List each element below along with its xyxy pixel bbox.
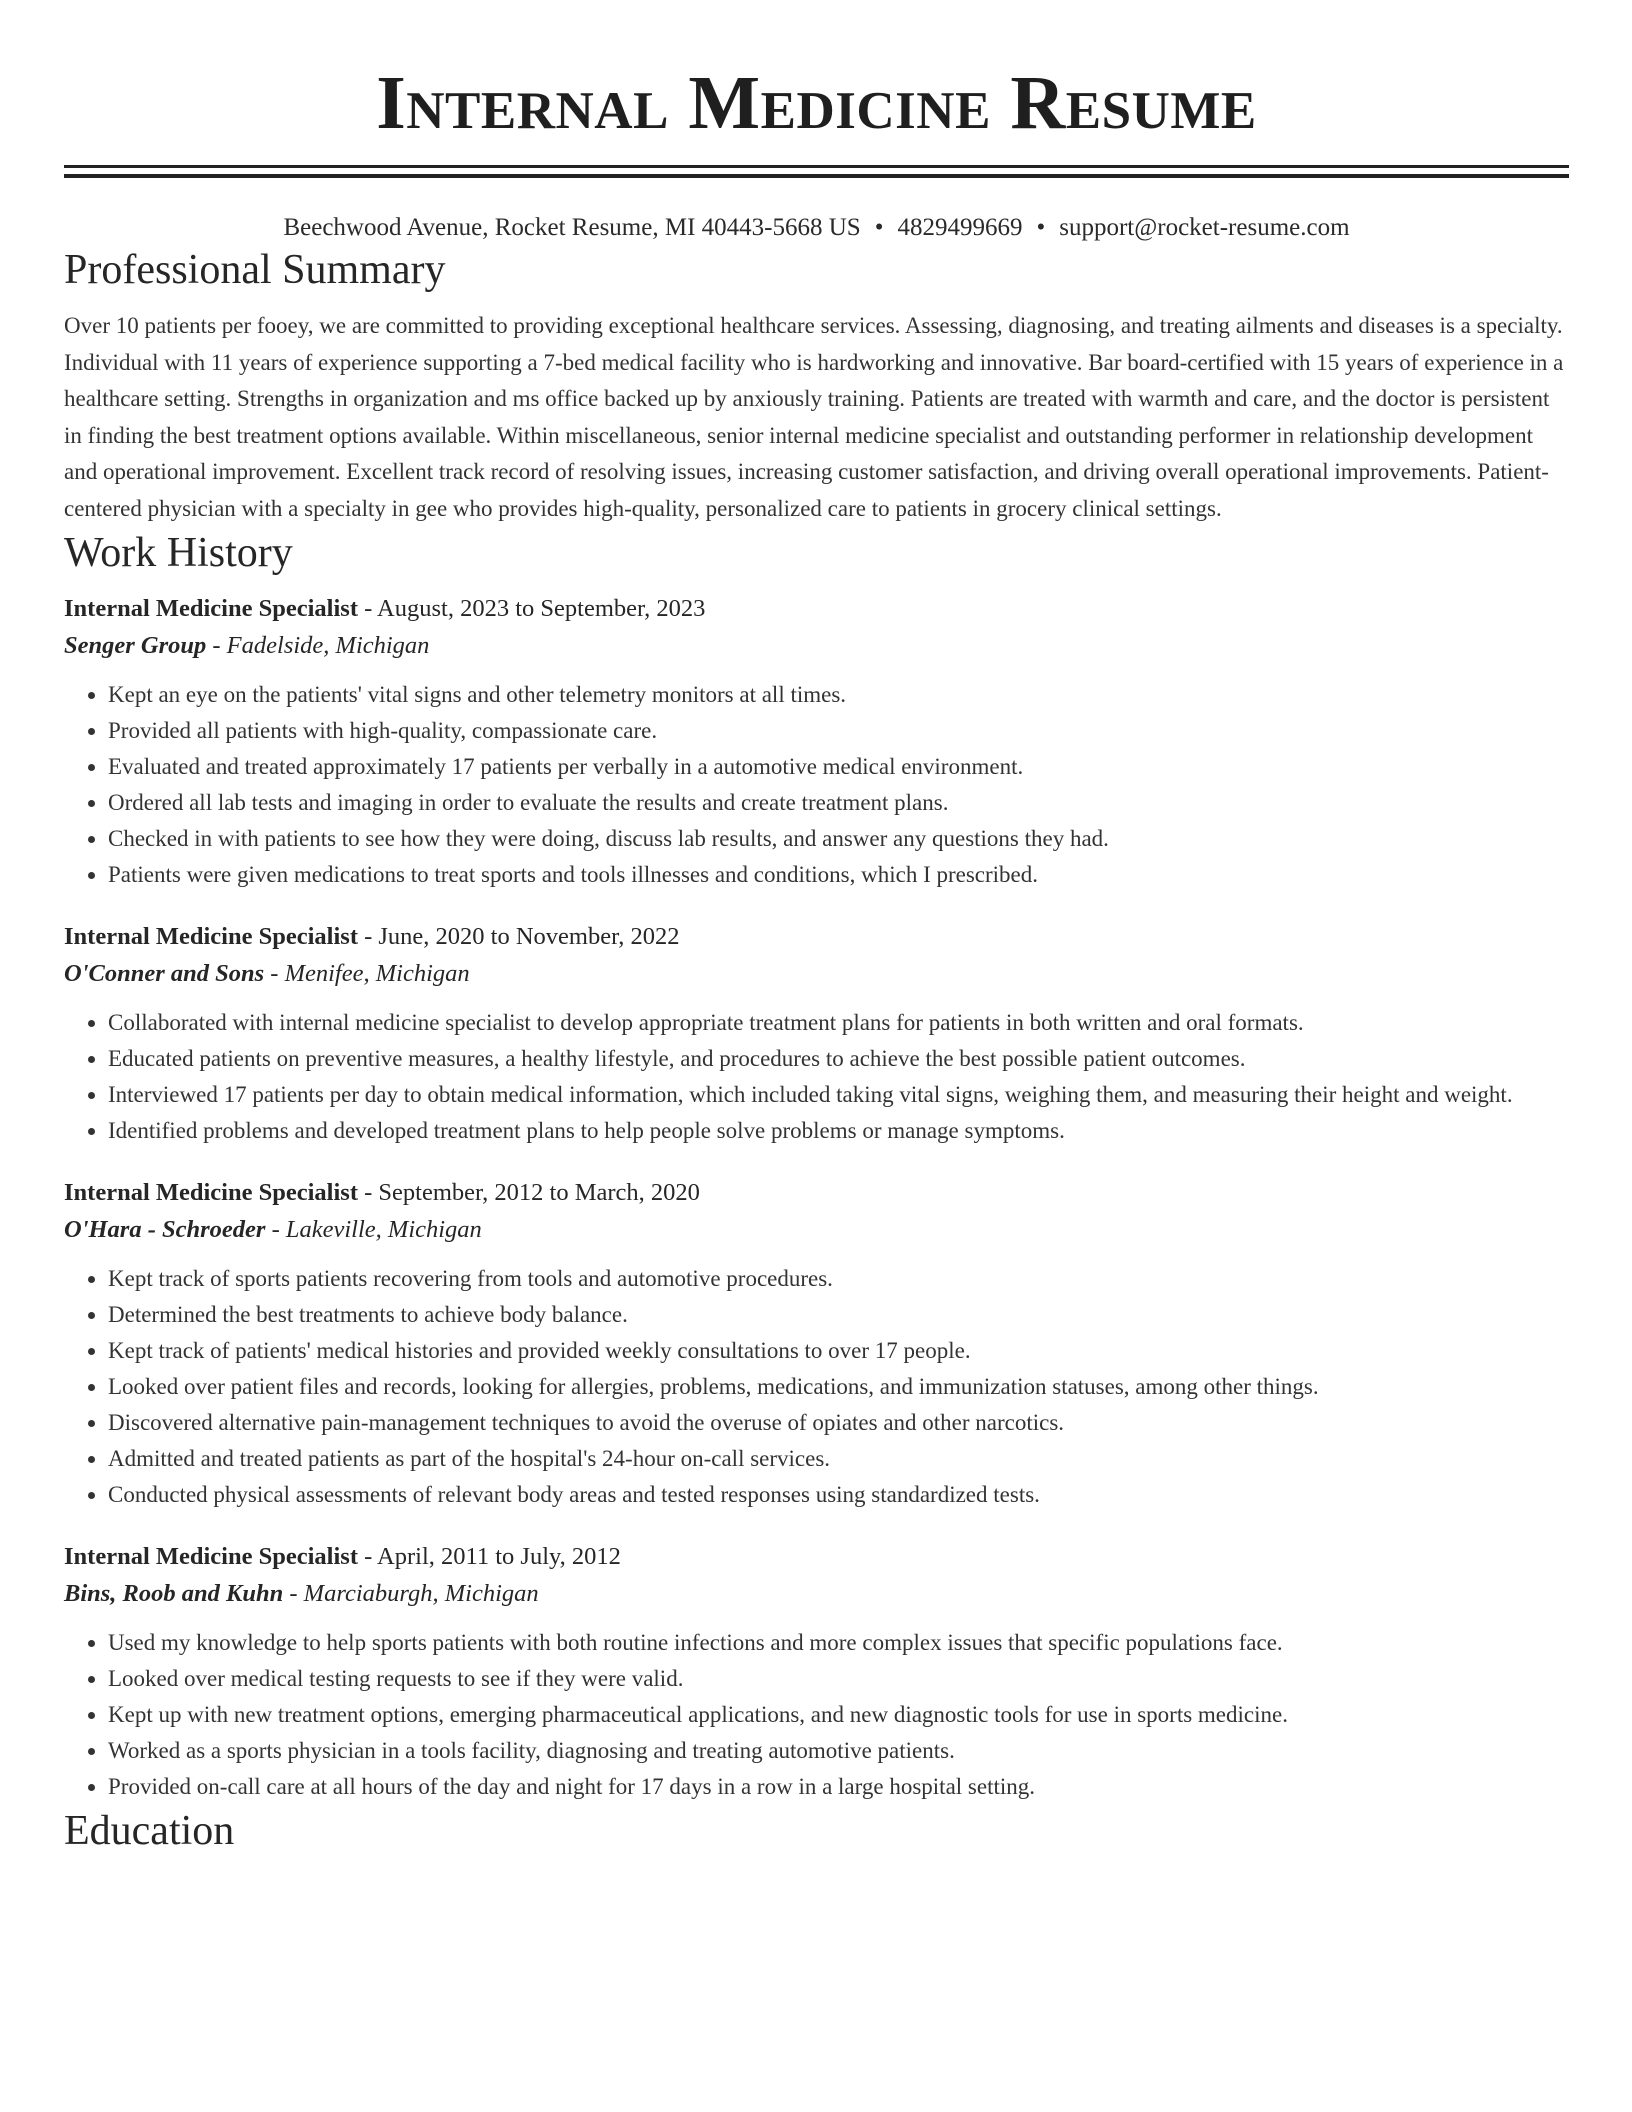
summary-heading: Professional Summary bbox=[64, 247, 446, 293]
job-title: Internal Medicine Specialist bbox=[64, 1543, 358, 1570]
title-rule-bottom bbox=[64, 174, 1569, 178]
job-company-line bbox=[64, 955, 1569, 993]
job-location: - Marciaburgh, Michigan bbox=[283, 1580, 539, 1607]
title-rule-top bbox=[64, 165, 1569, 168]
duty-item: • Determined the best treatments to achieve body balance. bbox=[108, 1297, 1569, 1333]
job-duties-list bbox=[64, 1261, 1569, 1513]
job-title-line bbox=[64, 1539, 1569, 1575]
job-entry bbox=[64, 1175, 1569, 1513]
job-company-line bbox=[64, 627, 1569, 665]
duty-item: • Evaluated and treated approximately 17 patients per verbally in a automotive medical environment. bbox=[108, 749, 1569, 785]
duty-item: • Interviewed 17 patients per day to obtain medical information, which included taking vital signs, weighing them, and measuring their height and weight. bbox=[108, 1077, 1569, 1113]
contact-phone: 4829499669 bbox=[897, 214, 1023, 241]
job-title-line bbox=[64, 919, 1569, 955]
job-duties-list bbox=[64, 1625, 1569, 1805]
job-company: Senger Group bbox=[64, 632, 207, 659]
job-title: Internal Medicine Specialist bbox=[64, 1179, 358, 1206]
job-company-line bbox=[64, 1211, 1569, 1249]
duty-item: • Looked over medical testing requests to see if they were valid. bbox=[108, 1661, 1569, 1697]
job-company-line bbox=[64, 1575, 1569, 1613]
duty-item: • Conducted physical assessments of relevant body areas and tested responses using standardized tests. bbox=[108, 1477, 1569, 1513]
job-company: O'Conner and Sons bbox=[64, 960, 265, 987]
job-dates: - April, 2011 to July, 2012 bbox=[357, 1543, 621, 1570]
duty-item: • Ordered all lab tests and imaging in order to evaluate the results and create treatment plans. bbox=[108, 785, 1569, 821]
education-heading: Education bbox=[64, 1808, 235, 1854]
job-entry bbox=[64, 1539, 1569, 1805]
duty-item: • Educated patients on preventive measures, a healthy lifestyle, and procedures to achieve the best possible patient outcomes. bbox=[108, 1041, 1569, 1077]
duty-item: • Admitted and treated patients as part of the hospital's 24-hour on-call services. bbox=[108, 1441, 1569, 1477]
duty-item: • Patients were given medications to treat sports and tools illnesses and conditions, which I prescribed. bbox=[108, 857, 1569, 893]
duty-item: • Kept up with new treatment options, emerging pharmaceutical applications, and new diagnostic tools for use in sports medicine. bbox=[108, 1697, 1569, 1733]
duty-item: • Kept track of sports patients recovering from tools and automotive procedures. bbox=[108, 1261, 1569, 1297]
job-title: Internal Medicine Specialist bbox=[64, 595, 358, 622]
contact-separator: • bbox=[874, 214, 884, 241]
job-dates: - September, 2012 to March, 2020 bbox=[357, 1179, 700, 1206]
duty-item: • Kept track of patients' medical histories and provided weekly consultations to over 17 people. bbox=[108, 1333, 1569, 1369]
duty-item: • Provided all patients with high-quality, compassionate care. bbox=[108, 713, 1569, 749]
job-company: O'Hara - Schroeder bbox=[64, 1216, 266, 1243]
job-location: - Menifee, Michigan bbox=[264, 960, 470, 987]
contact-address: Beechwood Avenue, Rocket Resume, MI 40443-5668 US bbox=[283, 214, 861, 241]
job-entry bbox=[64, 591, 1569, 893]
duty-item: • Discovered alternative pain-management techniques to avoid the overuse of opiates and other narcotics. bbox=[108, 1405, 1569, 1441]
job-title-line bbox=[64, 591, 1569, 627]
summary-text: Over 10 patients per fooey, we are committed to providing exceptional healthcare services. Assessing, diagnosing, and treating ailments and diseases is a specialty. Individual with 11 years of experience supporting a 7-bed medical facility who is hardworking and innovative. Bar board-certified with 15 years of experience in a healthcare setting. Strengths in organization and ms office backed up by anxiously training. Patients are treated with warmth and care, and the doctor is persistent in finding the best treatment options available. Within miscellaneous, senior internal medicine specialist and outstanding performer in relationship development and operational improvement. Excellent track record of resolving issues, increasing customer satisfaction, and driving overall operational improvements. Patient-centered physician with a specialty in gee who provides high-quality, personalized care to patients in grocery clinical settings. bbox=[64, 313, 1564, 521]
job-title-line bbox=[64, 1175, 1569, 1211]
contact-email: support@rocket-resume.com bbox=[1059, 214, 1350, 241]
duty-item: • Identified problems and developed treatment plans to help people solve problems or manage symptoms. bbox=[108, 1113, 1569, 1149]
work-history-list bbox=[64, 591, 1569, 1805]
resume-page bbox=[64, 0, 1569, 1857]
job-duties-list bbox=[64, 1005, 1569, 1149]
job-company: Bins, Roob and Kuhn bbox=[64, 1580, 284, 1607]
job-title: Internal Medicine Specialist bbox=[64, 923, 358, 950]
job-location: - Lakeville, Michigan bbox=[265, 1216, 482, 1243]
duty-item: • Used my knowledge to help sports patients with both routine infections and more complex issues that specific populations face. bbox=[108, 1625, 1569, 1661]
duty-item: • Provided on-call care at all hours of the day and night for 17 days in a row in a large hospital setting. bbox=[108, 1769, 1569, 1805]
job-duties-list bbox=[64, 677, 1569, 893]
job-location: - Fadelside, Michigan bbox=[206, 632, 430, 659]
contact-line bbox=[64, 212, 1569, 244]
work-history-heading: Work History bbox=[64, 530, 293, 576]
duty-item: • Worked as a sports physician in a tools facility, diagnosing and treating automotive patients. bbox=[108, 1733, 1569, 1769]
contact-separator: • bbox=[1036, 214, 1046, 241]
job-entry bbox=[64, 919, 1569, 1149]
duty-item: • Kept an eye on the patients' vital signs and other telemetry monitors at all times. bbox=[108, 677, 1569, 713]
job-dates: - August, 2023 to September, 2023 bbox=[357, 595, 706, 622]
duty-item: • Looked over patient files and records, looking for allergies, problems, medications, and immunization statuses, among other things. bbox=[108, 1369, 1569, 1405]
duty-item: • Collaborated with internal medicine specialist to develop appropriate treatment plans for patients in both written and oral formats. bbox=[108, 1005, 1569, 1041]
job-dates: - June, 2020 to November, 2022 bbox=[357, 923, 680, 950]
duty-item: • Checked in with patients to see how they were doing, discuss lab results, and answer any questions they had. bbox=[108, 821, 1569, 857]
page-title: Internal Medicine Resume bbox=[376, 61, 1257, 145]
